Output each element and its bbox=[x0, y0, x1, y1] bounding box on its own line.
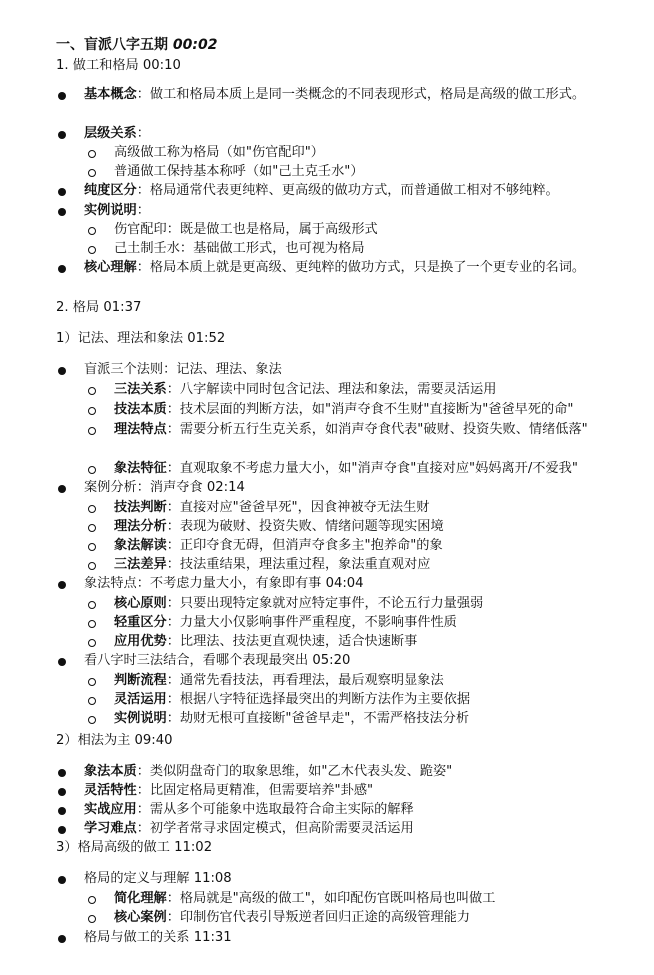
sub-item bbox=[114, 420, 604, 439]
sub-bullet bbox=[88, 387, 96, 395]
item-text: ：只要出现特定象就对应特定事件，不论五行力量强弱 bbox=[166, 596, 484, 611]
bullet bbox=[58, 131, 66, 139]
item-key: 层级关系 bbox=[84, 126, 137, 141]
item-text: ：格局通常代表更纯粹、更高级的做功方式，而普通做工相对不够纯粹。 bbox=[136, 183, 559, 198]
list-item-core bbox=[84, 258, 604, 277]
item-text: ：通常先看技法，再看理法，最后观察明显象法 bbox=[166, 673, 444, 688]
item-key: 核心原则 bbox=[114, 596, 167, 611]
list-item-xiang: 象法特点：不考虑力量大小，有象即有事 04:04 bbox=[84, 576, 364, 591]
item-text: ：力量大小仅影响事件严重程度，不影响事件性质 bbox=[166, 615, 457, 630]
item-text: ：格局本质上就是更高级、更纯粹的做功方式，只是换了一个更专业的名词。 bbox=[136, 260, 586, 275]
sub-bullet bbox=[88, 562, 96, 570]
item-text: ：初学者常寻求固定模式，但高阶需要灵活运用 bbox=[136, 821, 414, 836]
sub-bullet bbox=[88, 427, 96, 435]
item-key: 理法特点 bbox=[114, 422, 167, 437]
bullet bbox=[58, 581, 66, 589]
list-item bbox=[84, 800, 414, 819]
item-key: 基本概念 bbox=[84, 87, 137, 102]
list-item-three-laws: 盲派三个法则：记法、理法、象法 bbox=[84, 362, 282, 377]
list-item-def: 格局的定义与理解 11:08 bbox=[84, 871, 232, 886]
sub-item bbox=[114, 498, 429, 517]
list-item-level bbox=[84, 124, 150, 143]
item-key: 轻重区分 bbox=[114, 615, 167, 630]
sub-item bbox=[114, 555, 431, 574]
doc-title-text: 一、盲派八字五期 bbox=[56, 37, 168, 53]
bullet bbox=[58, 92, 66, 100]
list-item-example bbox=[84, 201, 150, 220]
sub-item bbox=[114, 613, 457, 632]
bullet bbox=[58, 935, 66, 943]
sub-bullet bbox=[88, 543, 96, 551]
bullet bbox=[58, 265, 66, 273]
sub-bullet bbox=[88, 227, 96, 235]
bullet bbox=[58, 876, 66, 884]
item-text: ： bbox=[136, 126, 150, 141]
sub-item bbox=[114, 671, 444, 690]
item-text: ：直接对应"爸爸早死"，因食神被夺无法生财 bbox=[166, 500, 430, 515]
sub-item: 高级做工称为格局（如"伤官配印"） bbox=[114, 145, 324, 160]
sub-item bbox=[114, 690, 470, 709]
item-text: ：表现为破财、投资失败、情绪问题等现实困境 bbox=[166, 519, 444, 534]
bullet bbox=[58, 367, 66, 375]
sub-item bbox=[114, 536, 443, 555]
item-key: 核心理解 bbox=[84, 260, 137, 275]
sub-item bbox=[114, 459, 578, 478]
bullet bbox=[58, 188, 66, 196]
item-text: ：八字解读中同时包含记法、理法和象法，需要灵活运用 bbox=[166, 382, 497, 397]
list-item-purity bbox=[84, 181, 559, 200]
item-key: 三法关系 bbox=[114, 382, 167, 397]
sub-item bbox=[114, 908, 470, 927]
item-text: ：需要分析五行生克关系，如消声夺食代表"破财、投资失败、情绪低落" bbox=[166, 422, 588, 437]
item-key: 技法本质 bbox=[114, 402, 167, 417]
item-key: 实战应用 bbox=[84, 802, 137, 817]
item-key: 灵活特性 bbox=[84, 783, 137, 798]
item-text: ：格局就是"高级的做工"，如印配伤官既叫格局也叫做工 bbox=[166, 891, 496, 906]
sub-item: 己土制壬水：基础做工形式，也可视为格局 bbox=[114, 241, 365, 256]
item-key: 应用优势 bbox=[114, 634, 167, 649]
sub-item bbox=[114, 632, 417, 651]
item-text: ：比理法、技法更直观快速，适合快速断事 bbox=[166, 634, 418, 649]
sub-bullet bbox=[88, 896, 96, 904]
sub-bullet bbox=[88, 697, 96, 705]
item-text: ：印制伤官代表引导叛逆者回归正途的高级管理能力 bbox=[166, 910, 471, 925]
sub-bullet bbox=[88, 678, 96, 686]
doc-title-time: 00:02 bbox=[172, 37, 218, 53]
sub-bullet bbox=[88, 407, 96, 415]
sub-bullet bbox=[88, 466, 96, 474]
list-item-case: 案例分析：消声夺食 02:14 bbox=[84, 480, 245, 495]
item-key: 技法判断 bbox=[114, 500, 167, 515]
sub-item: 伤官配印：既是做工也是格局，属于高级形式 bbox=[114, 222, 378, 237]
sub-bullet bbox=[88, 150, 96, 158]
item-key: 学习难点 bbox=[84, 821, 137, 836]
subsection-3-heading: 3）格局高级的做工 11:02 bbox=[56, 840, 213, 855]
sub-bullet bbox=[88, 246, 96, 254]
item-text: ：劫财无根可直接断"爸爸早走"，不需严格技法分析 bbox=[166, 711, 470, 726]
bullet bbox=[58, 208, 66, 216]
item-text: ：做工和格局本质上是同一类概念的不同表现形式，格局是高级的做工形式。 bbox=[136, 87, 586, 102]
item-text: ： bbox=[136, 203, 150, 218]
item-text: ：技术层面的判断方法，如"消声夺食不生财"直接断为"爸爸早死的命" bbox=[166, 402, 574, 417]
sub-bullet bbox=[88, 169, 96, 177]
item-text: ：需从多个可能象中选取最符合命主实际的解释 bbox=[136, 802, 414, 817]
bullet bbox=[58, 788, 66, 796]
sub-bullet bbox=[88, 639, 96, 647]
sub-bullet bbox=[88, 716, 96, 724]
list-item bbox=[84, 762, 452, 781]
sub-item bbox=[114, 400, 573, 419]
sub-item bbox=[114, 709, 469, 728]
sub-item bbox=[114, 594, 483, 613]
item-key: 象法特征 bbox=[114, 461, 167, 476]
sub-bullet bbox=[88, 915, 96, 923]
item-text: ：根据八字特征选择最突出的判断方法作为主要依据 bbox=[166, 692, 471, 707]
bullet bbox=[58, 807, 66, 815]
item-text: ：类似阴盘奇门的取象思维，如"乙木代表头发、跪姿" bbox=[136, 764, 453, 779]
item-text: ：比固定格局更精准，但需要培养"卦感" bbox=[136, 783, 374, 798]
doc-title bbox=[56, 36, 217, 55]
sub-bullet bbox=[88, 601, 96, 609]
list-item bbox=[84, 781, 373, 800]
section-2-heading: 2. 格局 01:37 bbox=[56, 300, 142, 315]
subsection-2-heading: 2）相法为主 09:40 bbox=[56, 733, 173, 748]
item-key: 象法本质 bbox=[84, 764, 137, 779]
item-text: ：正印夺食无碍，但消声夺食多主"抱养命"的象 bbox=[166, 538, 443, 553]
sub-item: 普通做工保持基本称呼（如"己土克壬水"） bbox=[114, 164, 364, 179]
bullet bbox=[58, 658, 66, 666]
item-key: 实例说明 bbox=[84, 203, 137, 218]
sub-item bbox=[114, 889, 495, 908]
item-key: 理法分析 bbox=[114, 519, 167, 534]
item-key: 实例说明 bbox=[114, 711, 167, 726]
sub-bullet bbox=[88, 505, 96, 513]
sub-item bbox=[114, 517, 444, 536]
item-key: 判断流程 bbox=[114, 673, 167, 688]
bullet bbox=[58, 826, 66, 834]
item-key: 核心案例 bbox=[114, 910, 167, 925]
item-key: 象法解读 bbox=[114, 538, 167, 553]
section-1-heading: 1. 做工和格局 00:10 bbox=[56, 58, 181, 73]
bullet bbox=[58, 485, 66, 493]
item-key: 简化理解 bbox=[114, 891, 167, 906]
item-key: 灵活运用 bbox=[114, 692, 167, 707]
list-item-basic bbox=[84, 85, 604, 104]
sub-item bbox=[114, 380, 496, 399]
item-text: ：技法重结果，理法重过程，象法重直观对应 bbox=[166, 557, 431, 572]
list-item-combine: 看八字时三法结合，看哪个表现最突出 05:20 bbox=[84, 653, 351, 668]
list-item bbox=[84, 819, 414, 838]
item-key: 纯度区分 bbox=[84, 183, 137, 198]
sub-bullet bbox=[88, 620, 96, 628]
subsection-1-heading: 1）记法、理法和象法 01:52 bbox=[56, 331, 226, 346]
item-text: ：直观取象不考虑力量大小，如"消声夺食"直接对应"妈妈离开/不爱我" bbox=[166, 461, 578, 476]
list-item-relation: 格局与做工的关系 11:31 bbox=[84, 930, 232, 945]
item-key: 三法差异 bbox=[114, 557, 167, 572]
sub-bullet bbox=[88, 524, 96, 532]
bullet bbox=[58, 769, 66, 777]
